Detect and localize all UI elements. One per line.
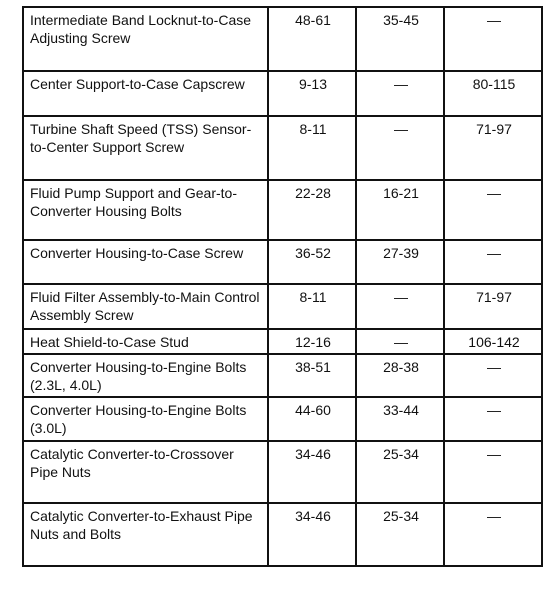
row-value-3: 71-97 bbox=[444, 284, 542, 329]
row-description: Converter Housing-to-Engine Bolts (3.0L) bbox=[23, 397, 268, 441]
row-description: Converter Housing-to-Case Screw bbox=[23, 240, 268, 284]
row-description: Converter Housing-to-Engine Bolts (2.3L, 4.0L) bbox=[23, 354, 268, 397]
row-value-1: 38-51 bbox=[268, 354, 356, 397]
row-value-3: — bbox=[444, 180, 542, 240]
row-value-1: 34-46 bbox=[268, 441, 356, 503]
row-value-3: — bbox=[444, 397, 542, 441]
table-row bbox=[23, 116, 542, 180]
row-description: Turbine Shaft Speed (TSS) Sensor-to-Center Support Screw bbox=[23, 116, 268, 180]
row-description: Catalytic Converter-to-Exhaust Pipe Nuts and Bolts bbox=[23, 503, 268, 566]
table-row bbox=[23, 329, 542, 354]
row-value-1: 8-11 bbox=[268, 116, 356, 180]
row-value-2: — bbox=[356, 71, 444, 116]
row-value-1: 44-60 bbox=[268, 397, 356, 441]
row-value-2: 28-38 bbox=[356, 354, 444, 397]
row-value-3: 80-115 bbox=[444, 71, 542, 116]
row-value-3: — bbox=[444, 240, 542, 284]
row-description: Fluid Filter Assembly-to-Main Control Assembly Screw bbox=[23, 284, 268, 329]
row-value-3: — bbox=[444, 441, 542, 503]
row-description: Catalytic Converter-to-Crossover Pipe Nuts bbox=[23, 441, 268, 503]
row-value-1: 36-52 bbox=[268, 240, 356, 284]
row-value-2: 27-39 bbox=[356, 240, 444, 284]
row-value-2: 33-44 bbox=[356, 397, 444, 441]
row-value-2: 35-45 bbox=[356, 7, 444, 71]
table-row bbox=[23, 240, 542, 284]
row-description: Intermediate Band Locknut-to-Case Adjusting Screw bbox=[23, 7, 268, 71]
torque-spec-table bbox=[22, 6, 543, 567]
row-value-1: 48-61 bbox=[268, 7, 356, 71]
row-value-2: 25-34 bbox=[356, 441, 444, 503]
table-body bbox=[23, 7, 542, 566]
row-value-1: 12-16 bbox=[268, 329, 356, 354]
row-value-3: — bbox=[444, 7, 542, 71]
row-description: Heat Shield-to-Case Stud bbox=[23, 329, 268, 354]
row-value-3: 71-97 bbox=[444, 116, 542, 180]
table-row bbox=[23, 441, 542, 503]
row-value-3: — bbox=[444, 503, 542, 566]
row-value-1: 9-13 bbox=[268, 71, 356, 116]
row-value-1: 22-28 bbox=[268, 180, 356, 240]
row-value-3: 106-142 bbox=[444, 329, 542, 354]
table-row bbox=[23, 71, 542, 116]
table-row bbox=[23, 354, 542, 397]
row-value-2: 16-21 bbox=[356, 180, 444, 240]
row-value-1: 34-46 bbox=[268, 503, 356, 566]
row-description: Center Support-to-Case Capscrew bbox=[23, 71, 268, 116]
row-value-2: — bbox=[356, 116, 444, 180]
table-row bbox=[23, 180, 542, 240]
table-row bbox=[23, 284, 542, 329]
table-row bbox=[23, 397, 542, 441]
row-value-2: 25-34 bbox=[356, 503, 444, 566]
table-row bbox=[23, 503, 542, 566]
row-value-1: 8-11 bbox=[268, 284, 356, 329]
table-row bbox=[23, 7, 542, 71]
row-value-2: — bbox=[356, 284, 444, 329]
row-value-3: — bbox=[444, 354, 542, 397]
row-description: Fluid Pump Support and Gear-to-Converter Housing Bolts bbox=[23, 180, 268, 240]
row-value-2: — bbox=[356, 329, 444, 354]
